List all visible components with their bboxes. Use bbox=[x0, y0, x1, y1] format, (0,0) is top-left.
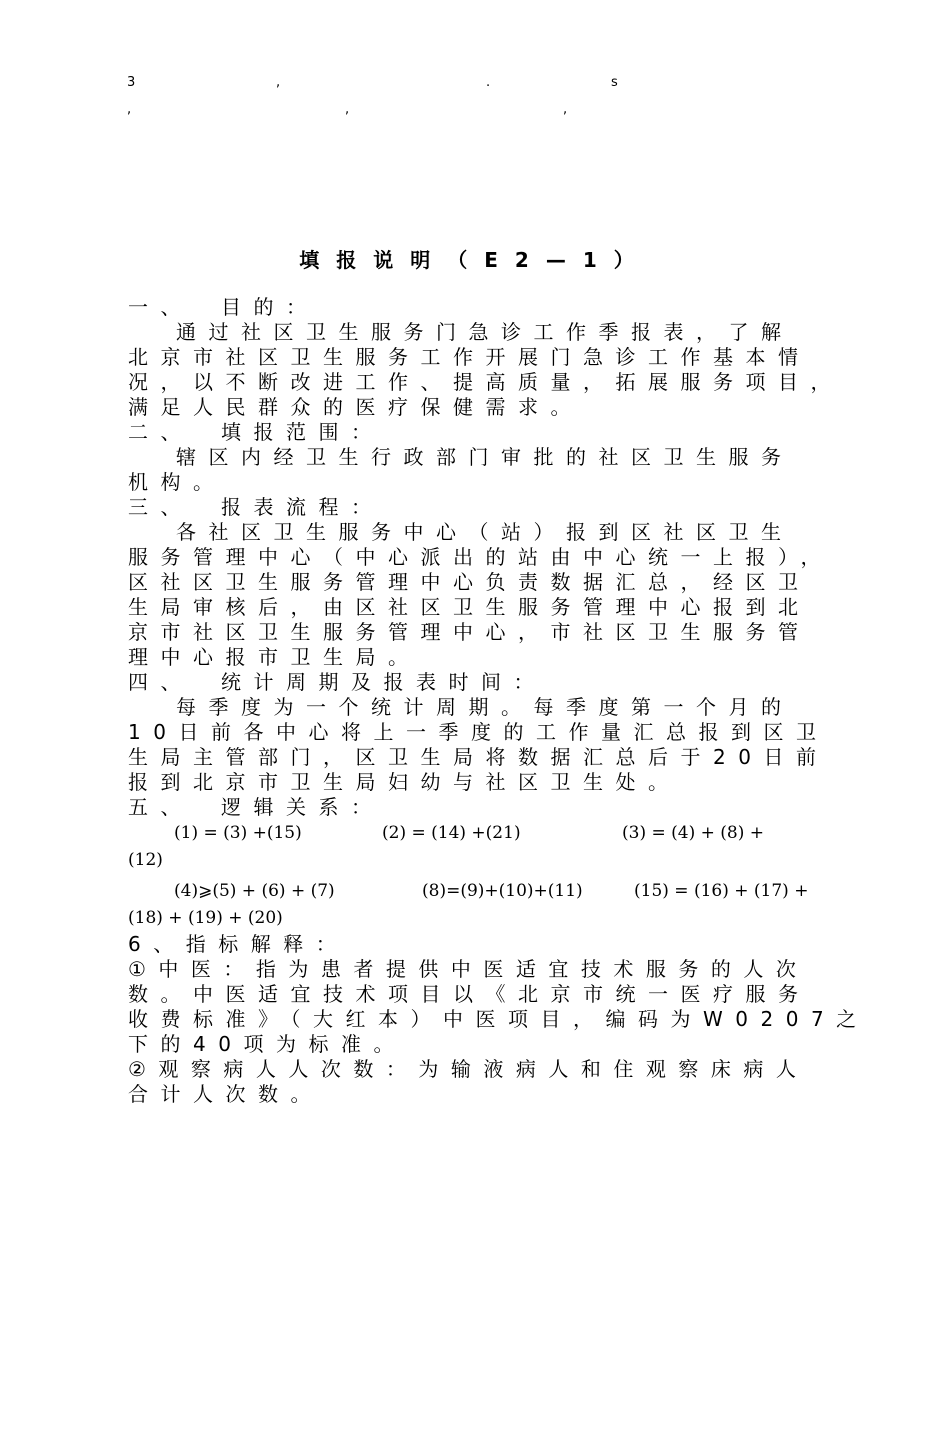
section-heading-definitions: 6、指标解释： bbox=[128, 932, 349, 956]
section-heading-text: 报表流程： bbox=[221, 495, 384, 519]
formula: (2) = (14) +(21) bbox=[382, 823, 521, 843]
paragraph-line: 数。中医适宜技术项目以《北京市统一医疗服务 bbox=[128, 982, 811, 1006]
section-heading-process bbox=[128, 495, 844, 520]
paragraph-line: 机构。 bbox=[128, 470, 226, 494]
page-title: 填报说明（E2—1） bbox=[299, 248, 651, 272]
paragraph-line: 况，以不断改进工作、提高质量，拓展服务项目， bbox=[128, 370, 843, 394]
section-heading-scope bbox=[128, 420, 844, 445]
formula-row bbox=[128, 905, 844, 932]
section-number: 五、 bbox=[128, 795, 193, 819]
paragraph-line: 区社区卫生服务管理中心负责数据汇总，经区卫 bbox=[128, 570, 811, 594]
formula-continuation: (12) bbox=[128, 850, 163, 870]
section-heading-text: 逻辑关系： bbox=[221, 795, 384, 819]
section-heading-text: 填报范围： bbox=[221, 420, 384, 444]
paragraph-line: 京市社区卫生服务管理中心，市社区卫生服务管 bbox=[128, 620, 811, 644]
stray-mark: 3 bbox=[127, 75, 136, 90]
stray-mark: , bbox=[563, 102, 568, 117]
paragraph-line: 每季度为一个统计周期。每季度第一个月的 bbox=[176, 695, 794, 719]
formula-row bbox=[128, 820, 844, 847]
section-number: 一、 bbox=[128, 295, 193, 319]
stray-mark: , bbox=[345, 102, 350, 117]
paragraph-line: 各社区卫生服务中心（站）报到区社区卫生 bbox=[176, 520, 794, 544]
section-heading-logic bbox=[128, 795, 844, 820]
formula: (8)=(9)+(10)+(11) bbox=[422, 881, 583, 901]
paragraph-line: 辖区内经卫生行政部门审批的社区卫生服务 bbox=[176, 445, 794, 469]
paragraph-line: ②观察病人人次数：为输液病人和住观察床病人 bbox=[128, 1057, 809, 1081]
paragraph-line: 生局审核后，由区社区卫生服务管理中心报到北 bbox=[128, 595, 811, 619]
paragraph-line: 服务管理中心（中心派出的站由中心统一上报）， bbox=[128, 545, 833, 569]
stray-mark: , bbox=[276, 75, 281, 90]
document-body bbox=[128, 295, 869, 1107]
section-heading-text: 目的： bbox=[221, 295, 319, 319]
stray-mark: s bbox=[611, 75, 618, 90]
formula-continuation: (18) + (19) + (20) bbox=[128, 908, 283, 928]
paragraph-line: 生局主管部门，区卫生局将数据汇总后于20日前 bbox=[128, 745, 829, 769]
paragraph-line: 北京市社区卫生服务工作开展门急诊工作基本情 bbox=[128, 345, 811, 369]
formula: (1) = (3) +(15) bbox=[174, 823, 302, 843]
section-heading-purpose bbox=[128, 295, 844, 320]
formula: (3) = (4) + (8) + bbox=[622, 823, 764, 843]
stray-mark: , bbox=[127, 102, 132, 117]
section-number: 二、 bbox=[128, 420, 193, 444]
section-heading-period bbox=[128, 670, 844, 695]
paragraph-line: 报到北京市卫生局妇幼与社区卫生处。 bbox=[128, 770, 681, 794]
paragraph-line: 满足人民群众的医疗保健需求。 bbox=[128, 395, 583, 419]
paragraph-line: 收费标准》（大红本）中医项目，编码为W0207之 bbox=[128, 1007, 869, 1031]
stray-mark: . bbox=[486, 75, 491, 90]
formula: (4)⩾(5) + (6) + (7) bbox=[174, 881, 335, 901]
formula-row bbox=[128, 878, 844, 905]
paragraph-line: 10日前各中心将上一季度的工作量汇总报到区卫 bbox=[128, 720, 829, 744]
paragraph-line: 下的40项为标准。 bbox=[128, 1032, 406, 1056]
paragraph-line: 通过社区卫生服务门急诊工作季报表，了解 bbox=[176, 320, 794, 344]
paragraph-line: 理中心报市卫生局。 bbox=[128, 645, 421, 669]
paragraph-line: ①中医：指为患者提供中医适宜技术服务的人次 bbox=[128, 957, 809, 981]
paragraph-line: 合计人次数。 bbox=[128, 1082, 323, 1106]
section-number: 四、 bbox=[128, 670, 193, 694]
formula: (15) = (16) + (17) + bbox=[634, 881, 809, 901]
section-number: 三、 bbox=[128, 495, 193, 519]
formula-row bbox=[128, 847, 844, 874]
section-heading-text: 统计周期及报表时间： bbox=[221, 670, 546, 694]
